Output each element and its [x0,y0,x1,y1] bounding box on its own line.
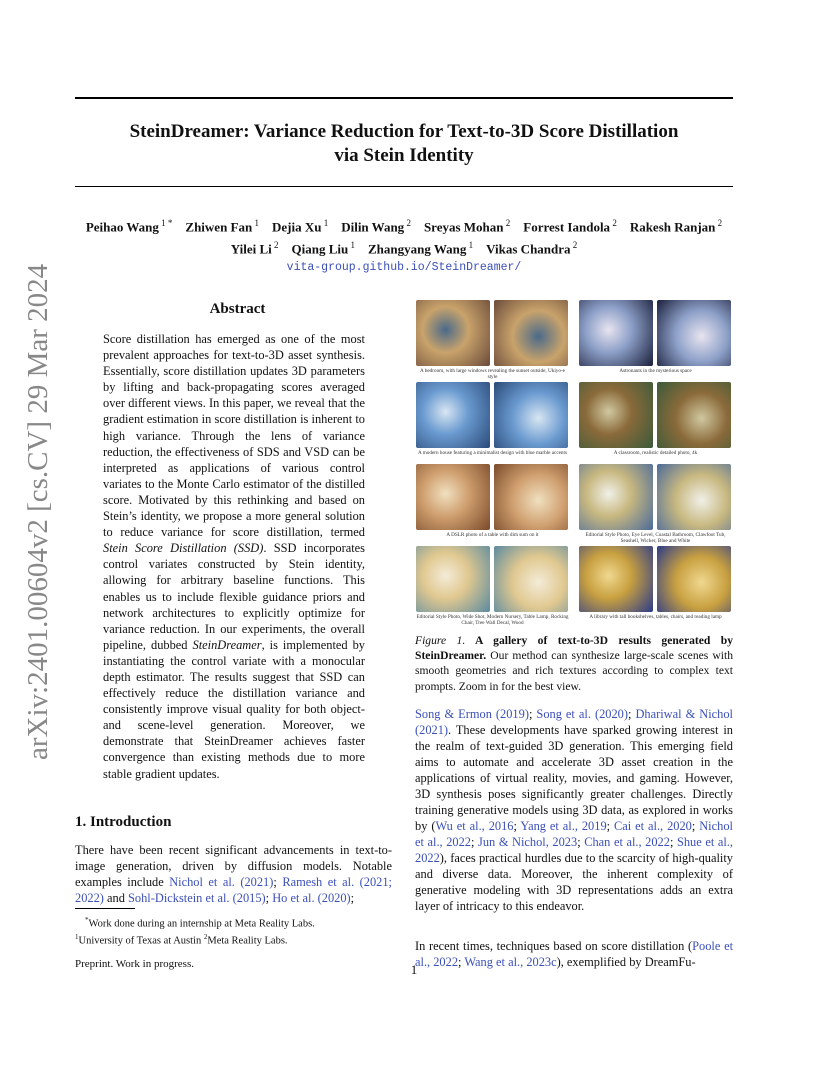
author-name: Sreyas Mohan [423,219,504,235]
intro-paragraph [75,842,392,906]
citation-link[interactable]: Ramesh et al. (2021; 2022) [75,875,392,906]
page-number: 1 [410,962,418,977]
arxiv-stamp: arXiv:2401.00604v2 [cs.CV] 29 Mar 2024 [22,263,54,760]
gallery-panel [415,546,570,626]
author-line-2 [75,236,733,258]
gallery-panel-prompt: A classroom, realistic detailed photo, 4k [613,450,698,456]
figure-1-caption [415,633,733,694]
body-text: ; [471,835,479,849]
author-affiliation-mark: 1 * [158,218,173,228]
body-text: ; [606,819,615,833]
author-list [75,214,733,259]
body-text: ; [528,707,537,721]
author-name: Forrest Iandola [523,219,611,235]
author-name: Zhiwen Fan [185,219,253,235]
author-affiliation-mark: 2 [271,240,279,251]
abstract-text-2: . SSD incorporates control variates constructed by Stein identity, allowing for arbitrary baseline functions. This enables us to include flexible guidance priors and network architectures to explicitly optimize for variance reduction. In our experiments, the overall pipeline, dubbed [103,541,365,652]
abstract-heading: Abstract [209,301,266,317]
footnote-1: *Work done during an internship at Meta Reality Labs. [85,916,315,930]
citation-link[interactable]: Dhariwal & Nichol (2021) [415,707,733,737]
citation-link[interactable]: Shue et al., 2022 [415,835,733,865]
right-column-paragraph-1 [415,706,733,914]
intro-text: and [103,891,129,906]
author-affiliation-mark: 2 [715,218,723,228]
footnote-1-text: Work done during an internship at Meta Reality Labs. [88,918,315,930]
title-line-1: SteinDreamer: Variance Reduction for Text-to-3D Score Distillation [129,121,679,142]
rendered-scene-image [494,382,568,448]
paper-title [75,120,733,168]
rendered-scene-image [579,300,653,366]
body-text: ), exemplified by DreamFu- [556,955,696,969]
rendered-scene-image [494,464,568,530]
abstract-em-steindreamer: SteinDreamer [192,637,262,652]
rendered-scene-image [494,546,568,612]
author-name: Rakesh Ranjan [629,219,716,235]
author-affiliation-mark: 1 [466,240,474,251]
author-name: Peihao Wang [85,219,159,235]
citation-link[interactable]: Ho et al. (2020) [272,891,351,906]
citation-link[interactable]: Nichol et al. (2021) [169,875,274,890]
rendered-scene-image [416,382,490,448]
gallery-panel [415,382,570,462]
citation-link[interactable]: Poole et al., 2022 [415,939,734,969]
body-text: ; [628,707,636,721]
title-line-2: via Stein Identity [334,145,474,166]
author-affiliation-mark: 2 [610,218,617,228]
author-line-1 [75,214,733,236]
rendered-scene-image [416,464,490,530]
abstract-em-ssd: Stein Score Distillation (SSD) [103,541,264,556]
citation-link[interactable]: Cai et al., 2020 [614,819,692,833]
body-text: . These developments have sparked growing interest in the realm of text-guided 3D generation. This emerging field aims to automate and accelerate 3D asset creation in the applications of virtual reality, movies, and gaming. However, 3D synthesis poses significantly greater challenges. Directly training generative models using 3D data, as explored in works by ( [415,723,733,833]
abstract-text-3: , is implemented by instantiating the control variate with a monocular depth estimator. The results suggest that SSD can effectively reduce the distillation variance and consistently improve visual quality for both object- and scene-level generation. Moreover, we demonstrate that SteinDreamer achieves faster convergence than existing methods due to more stable gradient updates. [103,637,366,781]
gallery-panel-prompt: A modern house featuring a minimalist design with blue marble accents [418,450,567,456]
rendered-scene-image [416,546,490,612]
author-affiliation-mark: 1 [348,240,355,251]
title-top-rule [75,97,733,99]
citation-link[interactable]: Sohl-Dickstein et al. (2015) [128,891,266,906]
author-affiliation-mark: 1 [321,218,329,228]
body-text: In recent times, techniques based on score distillation ( [415,939,693,953]
citation-link[interactable]: Wang et al., 2023c [464,955,557,969]
body-text: ; [513,819,521,833]
rendered-scene-image [416,300,490,366]
intro-text: ; [273,875,283,890]
author-name: Zhangyang Wang [367,241,467,257]
intro-text: There have been recent significant advancements in text-to-image generation, driven by diffusion models. Notable examples include [75,843,392,890]
figure-1-gallery [415,300,733,625]
gallery-panel [578,382,733,462]
preprint-note: Preprint. Work in progress. [75,958,194,970]
author-affiliation-mark: 2 [570,240,578,251]
intro-text: ; [350,891,355,906]
footnotes [75,914,395,947]
citation-link[interactable]: Song et al. (2020) [536,707,628,721]
footnote-2-text-b: Meta Reality Labs. [207,935,288,946]
gallery-panel [578,300,733,380]
rendered-scene-image [657,546,731,612]
abstract-body [103,331,365,782]
gallery-panel-prompt: A DSLR photo of a table with dim sum on it [446,532,539,538]
footnote-rule [75,908,135,909]
author-name: Dilin Wang [341,219,405,235]
rendered-scene-image [579,382,653,448]
gallery-panel [415,464,570,544]
author-name: Yilei Li [230,241,272,257]
author-name: Vikas Chandra [486,241,571,257]
gallery-panel [578,464,733,544]
citation-link[interactable]: Yang et al., 2019 [520,819,607,833]
footnote-2: $^1$University of Texas at Austin $^2$Meta Reality Labs. [75,932,288,946]
author-name: Dejia Xu [271,219,322,235]
body-text: ; [691,819,700,833]
figure-label: Figure 1. [415,634,466,647]
author-affiliation-mark: 1 [252,218,259,228]
citation-link[interactable]: Nichol et al., 2022 [415,819,733,849]
gallery-panel [578,546,733,626]
title-bottom-rule [75,186,733,187]
body-text: ; [458,955,465,969]
rendered-scene-image [657,382,731,448]
body-text: ), faces practical hurdles due to the scarcity of high-quality and diverse data. Moreover, the inherent complexity of generative modeling with 3D representations adds an extra layer of intricacy to this endeavor. [415,851,733,913]
body-text: ; [577,835,585,849]
figure-caption-bold: A gallery of text-to-3D results generated by SteinDreamer. [415,634,733,663]
figure-caption-text: Our method can synthesize large-scale scenes with smooth geometries and rich textures according to complex text prompts. Zoom in for the best view. [415,649,733,693]
rendered-scene-image [657,464,731,530]
gallery-panel-prompt: A bedroom, with large windows revealing the sunset outside, Ukiyo-e style [420,368,565,380]
citation-link[interactable]: Chan et al., 2022 [584,835,670,849]
author-affiliation-mark: 2 [503,218,511,228]
citation-link[interactable]: Wu et al., 2016 [435,819,514,833]
gallery-panel [415,300,570,380]
rendered-scene-image [657,300,731,366]
citation-link[interactable]: Song & Ermon (2019) [415,707,529,721]
rendered-scene-image [579,464,653,530]
body-text: ; [669,835,677,849]
gallery-panel-prompt: A library with tall bookshelves, tables, chairs, and reading lamp [589,614,722,620]
author-affiliation-mark: 2 [404,218,411,228]
rendered-scene-image [579,546,653,612]
footnote-2-text-a: University of Texas at Austin [78,935,204,946]
project-url-link[interactable]: vita-group.github.io/SteinDreamer/ [286,261,522,274]
rendered-scene-image [494,300,568,366]
gallery-panel-prompt: Editorial Style Photo, Eye Level, Coastal Bathroom, Clawfoot Tub, Seashell, Wicker, Blue and White [585,532,726,544]
abstract-text-1: Score distillation has emerged as one of the most prevalent approaches for text-to-3D asset synthesis. Essentially, score distillation updates 3D parameters by lifting and back-propagating scores averaged over different views. In this paper, we reveal that the gradient estimation in score distillation is inherent to high variance. Through the lens of variance reduction, the effectiveness of SDS and VSD can be interpreted as applications of various control variates to the Monte Carlo estimator of the distilled score. Motivated by this rethinking and based on Stein’s identity, we propose a more general solution to reduce variance for score distillation, termed [103,332,365,540]
gallery-panel-prompt: Editorial Style Photo, Wide Shot, Modern Nursery, Table Lamp, Rocking Chair, Tree Wall Decal, Wood [416,614,569,626]
gallery-panel-prompt: Astronauts in the mysterious space [619,368,692,374]
author-name: Qiang Liu [291,241,349,257]
section-heading-introduction: 1. Introduction [75,814,172,830]
citation-link[interactable]: Jun & Nichol, 2023 [478,835,578,849]
intro-text: ; [265,891,273,906]
